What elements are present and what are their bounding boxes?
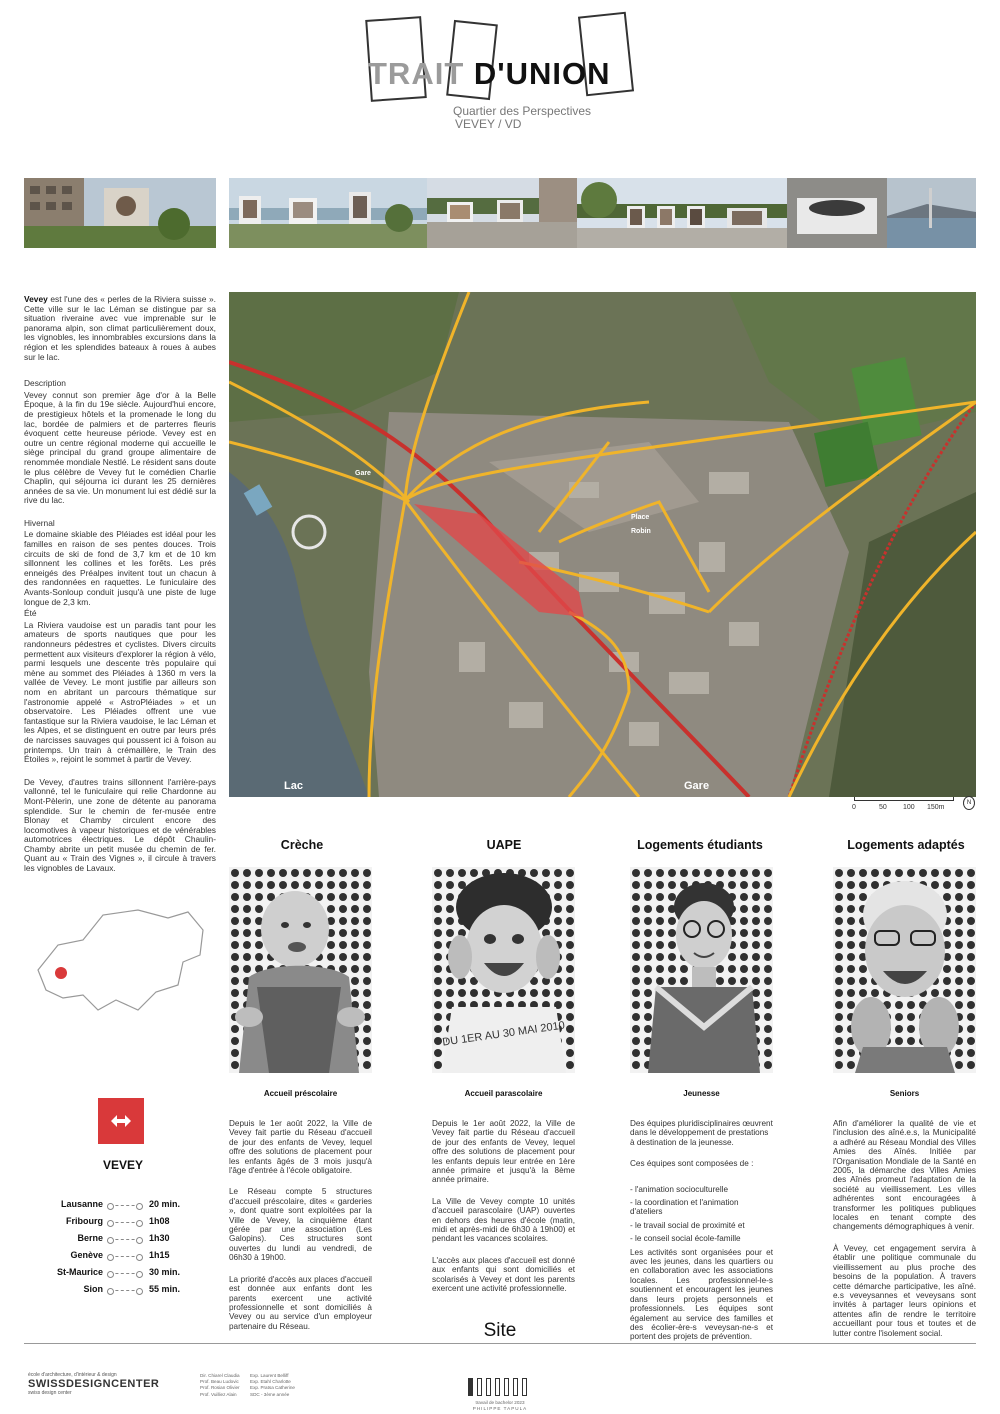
section-heading: Été xyxy=(24,608,37,619)
map-label-gare-top: Gare xyxy=(355,470,371,477)
svg-text:DU 1ER AU 30 MAI 2010: DU 1ER AU 30 MAI 2010 xyxy=(441,1019,566,1049)
programme-list xyxy=(630,1185,773,1244)
travel-destination: Lausanne xyxy=(60,1199,103,1209)
travel-destination: Genève xyxy=(70,1250,103,1260)
credit-line: Exp. Etahl Charlotte xyxy=(250,1379,291,1385)
photo-strip-5 xyxy=(787,178,976,248)
programme-list-item: - le conseil social école-famille xyxy=(630,1234,741,1244)
travel-destination: Fribourg xyxy=(66,1216,103,1226)
programme-list-item: - le travail social de proximité et xyxy=(630,1220,745,1230)
travel-time: 55 min. xyxy=(149,1284,181,1294)
project-note: travail de bachelor 2023 xyxy=(475,1400,525,1405)
logo-title-dark: D'UNION xyxy=(473,56,611,91)
scale-tick: 150m xyxy=(927,804,945,811)
travel-time: 1h30 xyxy=(149,1233,170,1243)
subtitle-text: Quartier des Perspectives xyxy=(453,104,592,118)
sbb-logo-icon xyxy=(98,1098,144,1144)
programme-text xyxy=(432,1119,575,1303)
travel-connector xyxy=(110,1273,140,1274)
travel-row xyxy=(60,1250,185,1263)
programme-paragraph: Les activités sont organisées pour et avec les jeunes, dans les quartiers ou en collaboration avec les associations locales. Les professionnel-le-s soutiennent et encouragent les jeunes dans leurs projets personnels et professionnels. Les équipes sont également au service des familles et des écolier-ère-s veveysan-ne-s et portent des projets de prévention. xyxy=(630,1247,773,1342)
header-subtitle xyxy=(453,105,591,131)
section-title-site: Site xyxy=(483,1320,517,1341)
portrait-senior xyxy=(833,867,976,1073)
north-arrow-icon: N xyxy=(963,796,975,810)
programme-subtitle: Accueil préscolaire xyxy=(263,1089,338,1098)
section-heading: Description xyxy=(24,378,66,389)
intro-lead-bold: Vevey xyxy=(24,294,48,304)
school-logo xyxy=(28,1372,159,1397)
photo-strip-4 xyxy=(577,178,787,248)
logo-title xyxy=(368,56,611,92)
travel-row xyxy=(60,1199,185,1212)
travel-destination: Sion xyxy=(83,1284,103,1294)
site-map xyxy=(229,292,976,797)
travel-destination: St-Maurice xyxy=(56,1267,103,1277)
credit-line: Prof. Vuilliez Alain xyxy=(200,1391,237,1397)
photo-strip-1 xyxy=(24,178,216,248)
intro-lead xyxy=(24,295,216,362)
credit-line: SDC - 3ème année xyxy=(250,1391,290,1397)
travel-connector xyxy=(110,1290,140,1291)
travel-connector xyxy=(110,1256,140,1257)
school-line: école d'architecture, d'intérieur & design xyxy=(28,1372,117,1378)
map-label-lac: Lac xyxy=(284,780,303,792)
travel-destination: Berne xyxy=(77,1233,103,1243)
logo-title-light: TRAIT xyxy=(368,56,465,91)
scale-bar-line xyxy=(854,797,954,801)
portrait-baby xyxy=(229,867,372,1073)
programme-title-logements-adaptes: Logements adaptés xyxy=(847,838,965,852)
programme-paragraph: Des équipes pluridisciplinaires œuvrent dans le développement de prestations à destination de la jeunesse. xyxy=(630,1119,773,1147)
credits-right xyxy=(250,1373,295,1398)
project-logo xyxy=(360,12,650,107)
programme-text xyxy=(833,1119,976,1347)
school-logo-text: SWISSDESIGNCENTER xyxy=(28,1378,160,1390)
programme-title-logements-etudiants: Logements étudiants xyxy=(637,838,763,852)
intro-lead-text: est l'une des « perles de la Riviera suisse ». Cette ville sur le lac Léman se distingue par sa situation riveraine avec vue imprenable sur le panorama alpin, son climat particulièrement doux, les vignobles, les innombrables excursions dans la région et les splendides bateaux à roues à aubes sur le lac. xyxy=(24,294,216,362)
programme-paragraph: Le Réseau compte 5 structures d'accueil préscolaire, dites « garderies », dont quatre sont exploitées par la Ville de Vevey, la cinquième étant gérée par une association (Les Galopins). Ces structures sont ouvertes du lundi au vendredi, de 06h30 à 19h00. xyxy=(229,1187,372,1263)
programme-title-uape: UAPE xyxy=(486,838,522,852)
programme-paragraph: La Ville de Vevey compte 10 unités d'accueil parascolaire (UAP) ouvertes en dehors des heures d'école (matin, midi et après-midi de 6h30 à 19h00) et pendant les vacances scolaires. xyxy=(432,1196,575,1244)
programme-text xyxy=(630,1119,773,1351)
scale-tick: 50 xyxy=(879,804,887,811)
section-text: De Vevey, d'autres trains sillonnent l'arrière-pays vallonné, tel le funiculaire qui relie Chardonne au Mont-Pèlerin, une zone de détente au panorama splendide. Sur le chemin de fer-musée entre Blonay et Chamby circulent encore des locomotives à vapeur historiques et de vénérables automotrices électriques. Le dépôt Chaulin-Chamby abrite un petit musée du chemin de fer. Quant au « Train des Vignes », il circule à travers les vignobles de Lavaux. xyxy=(24,776,216,874)
travel-time: 30 min. xyxy=(149,1267,181,1277)
travel-row xyxy=(60,1216,185,1229)
scale-tick: 0 xyxy=(852,804,856,811)
section-text: Le domaine skiable des Pléiades est idéal pour les familles en raison de ses pentes douces. Trois circuits de ski de fond de 3,7 km et de 10 km sillonnent les collines et les forêts. Les prés enneigés des Préalpes invitent tout un chacun à des randonnées en raquettes. Le funiculaire des Avants-Sonloup conduit jusqu'à une piste de luge longue de 2,3 km. xyxy=(24,529,216,607)
photo-strip-3 xyxy=(427,178,577,248)
credit-line: Dir. Chiarel Claudia xyxy=(200,1373,240,1378)
scale-tick: 100 xyxy=(903,804,915,811)
travel-row xyxy=(60,1233,185,1246)
footer-project-logo-icon xyxy=(468,1378,532,1396)
portrait-child xyxy=(432,867,575,1073)
travel-row xyxy=(60,1284,185,1297)
programme-paragraph: À Vevey, cet engagement servira à établir une politique communale du vieillissement au plus proche des besoins de la population. À travers cette démarche participative, les aîné. e.s veveysannes et veveysans sont invités à partager leurs opinions et attentes afin de rendre le territoire accueillant pour tous et toutes et de lutter contre l'isolement social. xyxy=(833,1243,976,1338)
travel-row xyxy=(56,1267,185,1280)
credit-line: Prof. Beau Ludovic xyxy=(200,1379,239,1385)
map-label-robin: Robin xyxy=(631,528,651,535)
programme-paragraph: L'accès aux places d'accueil est donné aux enfants qui sont domiciliés et scolarisés à Vevey et dont les parents exercent une activité professionnelle. xyxy=(432,1255,575,1294)
project-author: PHILIPPE TAPULA xyxy=(472,1405,528,1411)
vevey-marker xyxy=(55,967,67,979)
section-heading: Hivernal xyxy=(24,517,55,528)
programme-list-item: - l'animation socioculturelle xyxy=(630,1184,729,1194)
credit-line: Exp. Laurent Belliff xyxy=(250,1373,289,1378)
programme-subtitle: Jeunesse xyxy=(683,1089,720,1098)
footer-note xyxy=(440,1400,560,1411)
programme-paragraph: La priorité d'accès aux places d'accueil est donnée aux enfants dont les parents exercent une activité professionnelle et sont domiciliés à Vevey ou au service d'un employeur partenaire du Réseau. xyxy=(229,1274,372,1331)
programme-subtitle: Seniors xyxy=(889,1089,920,1098)
travel-connector xyxy=(110,1239,140,1240)
programme-paragraph: Depuis le 1er août 2022, la Ville de Vevey fait partie du Réseau d'accueil de jour des enfants de Vevey, lequel offre des solutions de placement pour les enfants âgés de 3 mois jusqu'à l'âge d'entrée à l'école obligatoire. xyxy=(229,1119,372,1176)
location-text: VEVEY / VD xyxy=(455,117,522,131)
travel-city: VEVEY xyxy=(102,1158,144,1172)
programme-subtitle: Accueil parascolaire xyxy=(464,1089,543,1098)
map-label-gare-bottom: Gare xyxy=(684,780,710,792)
intro-text xyxy=(24,295,216,883)
travel-connector xyxy=(110,1222,140,1223)
programme-list-intro: Ces équipes sont composées de : xyxy=(630,1159,754,1169)
programme-list-item: - la coordination et l'animation d'ateliers xyxy=(630,1198,739,1217)
scale-bar xyxy=(854,795,964,815)
photo-strip-2 xyxy=(229,178,427,248)
map-label-place: Place xyxy=(631,514,650,521)
school-tag: swiss design center xyxy=(28,1390,72,1396)
footer-divider xyxy=(24,1343,976,1344)
travel-time: 20 min. xyxy=(149,1199,181,1209)
credits-left xyxy=(200,1373,240,1398)
section-text: Vevey connut son premier âge d'or à la Belle Époque, à la fin du 19e siècle. Aujourd'hui encore, de prestigieux hôtels et la promenade le long du lac, bordée de palmiers et de parterres fleuris évoquent cette heureuse période. Vevey est en outre un centre régional moderne qui accueille le siège principal du grand groupe alimentaire de renommée mondiale Nestlé. Le résident sans doute le plus célèbre de Vevey fut le comédien Charlie Chaplin, qui séjourna ici durant les 25 dernières années de sa vie. Un monument lui est dédié sur la rive du lac. xyxy=(24,389,216,506)
credit-line: Prof. Rosian Olivier xyxy=(200,1385,240,1391)
travel-connector xyxy=(110,1205,140,1206)
portrait-young-woman xyxy=(630,867,773,1073)
switzerland-map xyxy=(28,900,213,1020)
section-text: La Riviera vaudoise est un paradis tant pour les amateurs de sports nautiques que pour les randonneurs pédestres et cyclistes. Divers circuits permettent aux visiteurs d'explorer la région à vélo, parmi lesquels une descente très populaire qui mène au sommet des Pléiades à 1360 m vers la vallée de Vevey. Le mont justifie par ailleurs son nom en abritant un parcours thématique sur l'astronomie appelé « AstroPléiades » et un observatoire. Les Pléiades offrent une vue fantastique sur la Riviera vaudoise, le lac Léman et les Alpes, et se distinguent en outre par leurs prés de narcisses sauvages qui poussent ici à foison au printemps. Un train à crémaillère, le Train des Étoiles », rejoint le sommet à partir de Vevey. xyxy=(24,619,216,765)
programme-paragraph: Depuis le 1er août 2022, la Ville de Vevey fait partie du Réseau d'accueil de jour des enfants de Vevey, lequel offre des solutions de placement pour les enfants depuis leur entrée en 1ère année primaire et jusqu'à la 8ème année primaire. xyxy=(432,1119,575,1185)
switzerland-outline xyxy=(38,910,203,1010)
travel-time: 1h08 xyxy=(149,1216,170,1226)
credit-line: Exp. Pratsa Catherine xyxy=(250,1385,295,1391)
travel-time: 1h15 xyxy=(149,1250,170,1260)
programme-text xyxy=(229,1119,372,1340)
programme-paragraph: Afin d'améliorer la qualité de vie et l'inclusion des aîné.e.s, la Municipalité a adhéré au Réseau Mondial des Villes Amies des Aînés. Initiée par l'Organisation Mondiale de la Santé en 2005, la démarche des Villes Amies des Aînés promeut l'adaptation de la société au vieillissement. Les villes adhérentes sont encouragées à transformer les politiques publiques locales en tenant compte des changements démographiques à venir. xyxy=(833,1119,976,1232)
programme-title-creche: Crèche xyxy=(280,838,324,852)
